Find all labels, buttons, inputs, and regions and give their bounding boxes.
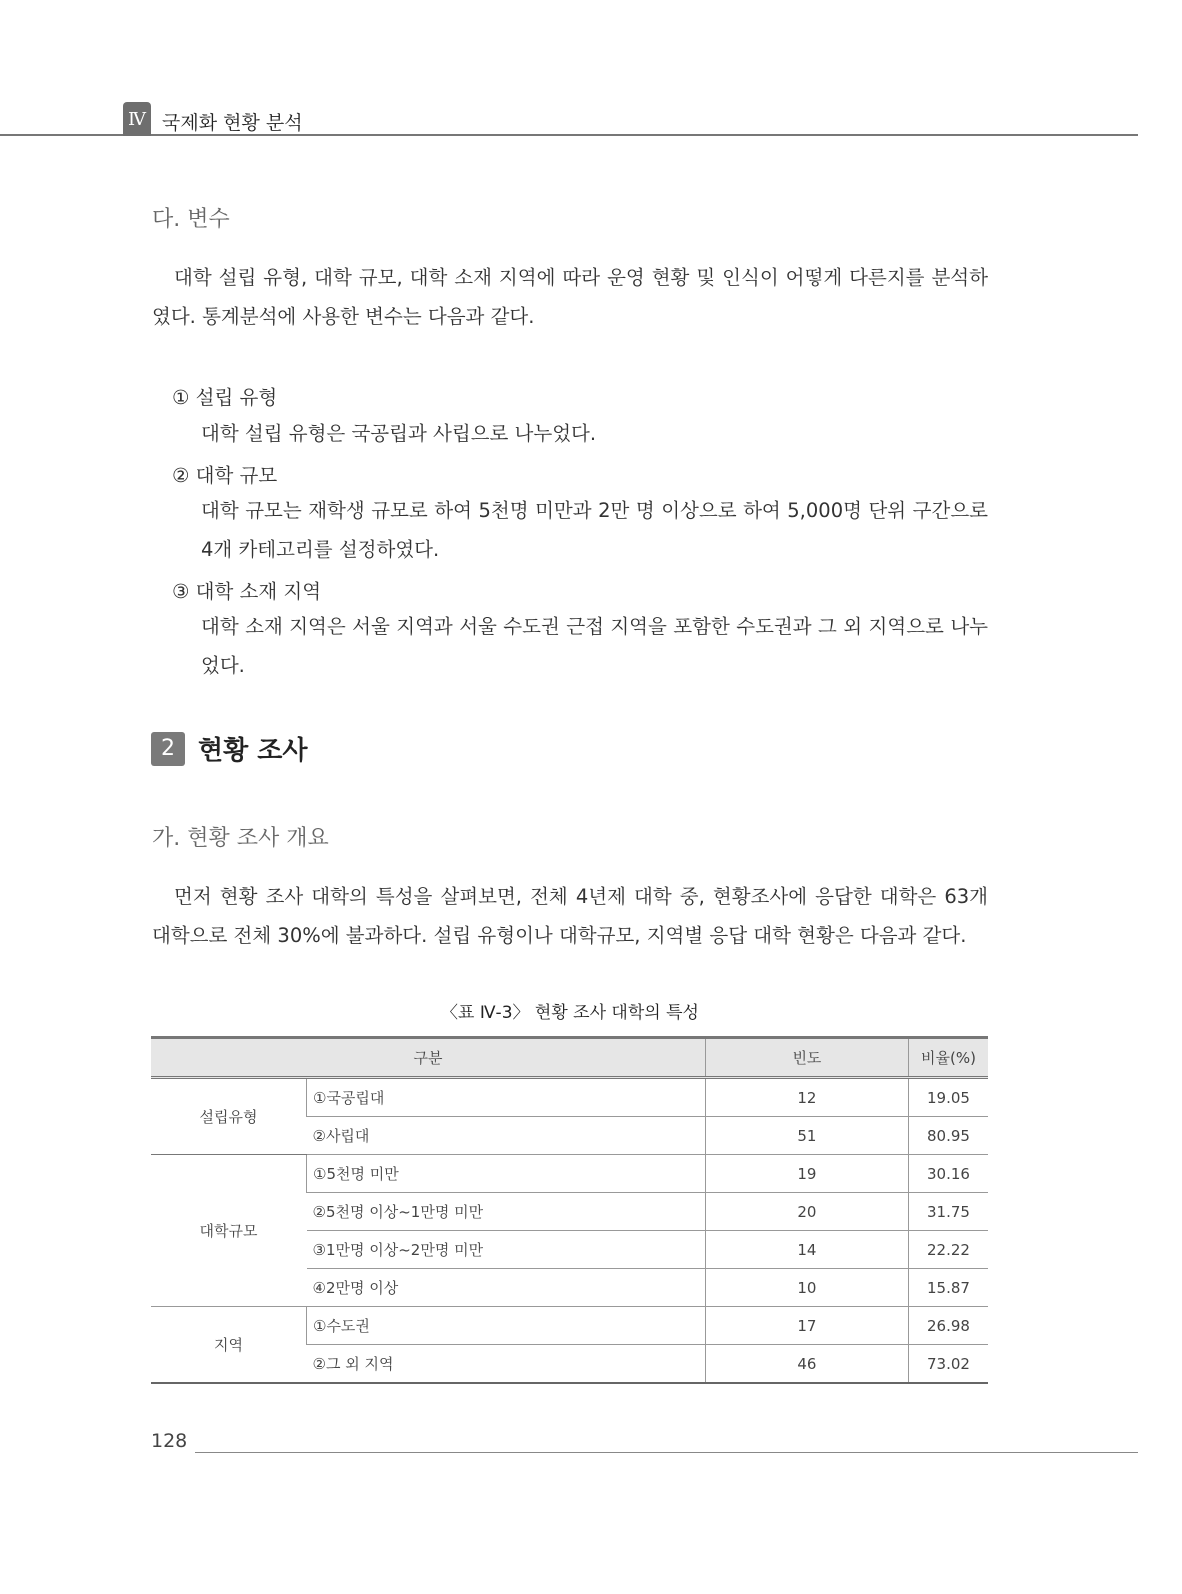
header-category: 구분	[151, 1038, 705, 1078]
frequency: 19	[705, 1155, 908, 1193]
ratio: 15.87	[908, 1269, 988, 1307]
paragraph-text: 대학 설립 유형, 대학 규모, 대학 소재 지역에 따라 운영 현황 및 인식이 어떻게 다른지를 분석하였다. 통계분석에 사용한 변수는 다음과 같다.	[152, 266, 988, 328]
table-row	[151, 1155, 988, 1193]
paragraph	[152, 877, 988, 955]
row-label: ②사립대	[307, 1117, 706, 1155]
chapter-title: 국제화 현황 분석	[162, 112, 303, 134]
group-label: 지역	[151, 1307, 307, 1384]
row-label: ①국공립대	[307, 1078, 706, 1117]
ratio: 80.95	[908, 1117, 988, 1155]
header-frequency: 빈도	[705, 1038, 908, 1078]
subsection-title-variables: 다. 변수	[152, 207, 230, 232]
table-caption: 〈표 Ⅳ-3〉 현황 조사 대학의 특성	[441, 1003, 699, 1023]
row-label: ①5천명 미만	[307, 1155, 706, 1193]
frequency: 51	[705, 1117, 908, 1155]
frequency: 17	[705, 1307, 908, 1345]
header-ratio: 비율(%)	[908, 1038, 988, 1078]
table-row	[151, 1307, 988, 1345]
table-row	[151, 1078, 988, 1117]
ratio: 26.98	[908, 1307, 988, 1345]
list-item-text: 대학 설립 유형은 국공립과 사립으로 나누었다.	[201, 422, 597, 445]
ratio: 22.22	[908, 1231, 988, 1269]
ratio: 30.16	[908, 1155, 988, 1193]
frequency: 12	[705, 1078, 908, 1117]
list-item-title: ② 대학 규모	[172, 464, 278, 487]
group-label: 설립유형	[151, 1078, 307, 1155]
list-item-title: ① 설립 유형	[172, 386, 278, 409]
row-label: ②5천명 이상~1만명 미만	[307, 1193, 706, 1231]
footer-rule	[195, 1452, 1138, 1453]
list-item-title: ③ 대학 소재 지역	[172, 580, 322, 603]
paragraph	[152, 258, 988, 336]
row-label: ④2만명 이상	[307, 1269, 706, 1307]
section-title: 현황 조사	[198, 736, 308, 766]
subsection-title-overview: 가. 현황 조사 개요	[152, 826, 329, 851]
frequency: 14	[705, 1231, 908, 1269]
ratio: 31.75	[908, 1193, 988, 1231]
section-number-badge: 2	[151, 732, 185, 766]
characteristics-table	[151, 1036, 988, 1384]
frequency: 20	[705, 1193, 908, 1231]
page-number: 128	[151, 1430, 188, 1452]
chapter-badge: Ⅳ	[123, 102, 151, 136]
frequency: 10	[705, 1269, 908, 1307]
list-item-text: 대학 소재 지역은 서울 지역과 서울 수도권 근접 지역을 포함한 수도권과 그 외 지역으로 나누었다.	[201, 615, 988, 677]
list-item-text: 대학 규모는 재학생 규모로 하여 5천명 미만과 2만 명 이상으로 하여 5,000명 단위 구간으로 4개 카테고리를 설정하였다.	[201, 499, 988, 561]
paragraph-text: 먼저 현황 조사 대학의 특성을 살펴보면, 전체 4년제 대학 중, 현황조사에 응답한 대학은 63개 대학으로 전체 30%에 불과하다. 설립 유형이나 대학규모, 지역별 응답 대학 현황은 다음과 같다.	[152, 885, 988, 947]
ratio: 73.02	[908, 1345, 988, 1384]
row-label: ①수도권	[307, 1307, 706, 1345]
ratio: 19.05	[908, 1078, 988, 1117]
frequency: 46	[705, 1345, 908, 1384]
group-label: 대학규모	[151, 1155, 307, 1307]
row-label: ②그 외 지역	[307, 1345, 706, 1384]
table-header-row	[151, 1038, 988, 1078]
row-label: ③1만명 이상~2만명 미만	[307, 1231, 706, 1269]
